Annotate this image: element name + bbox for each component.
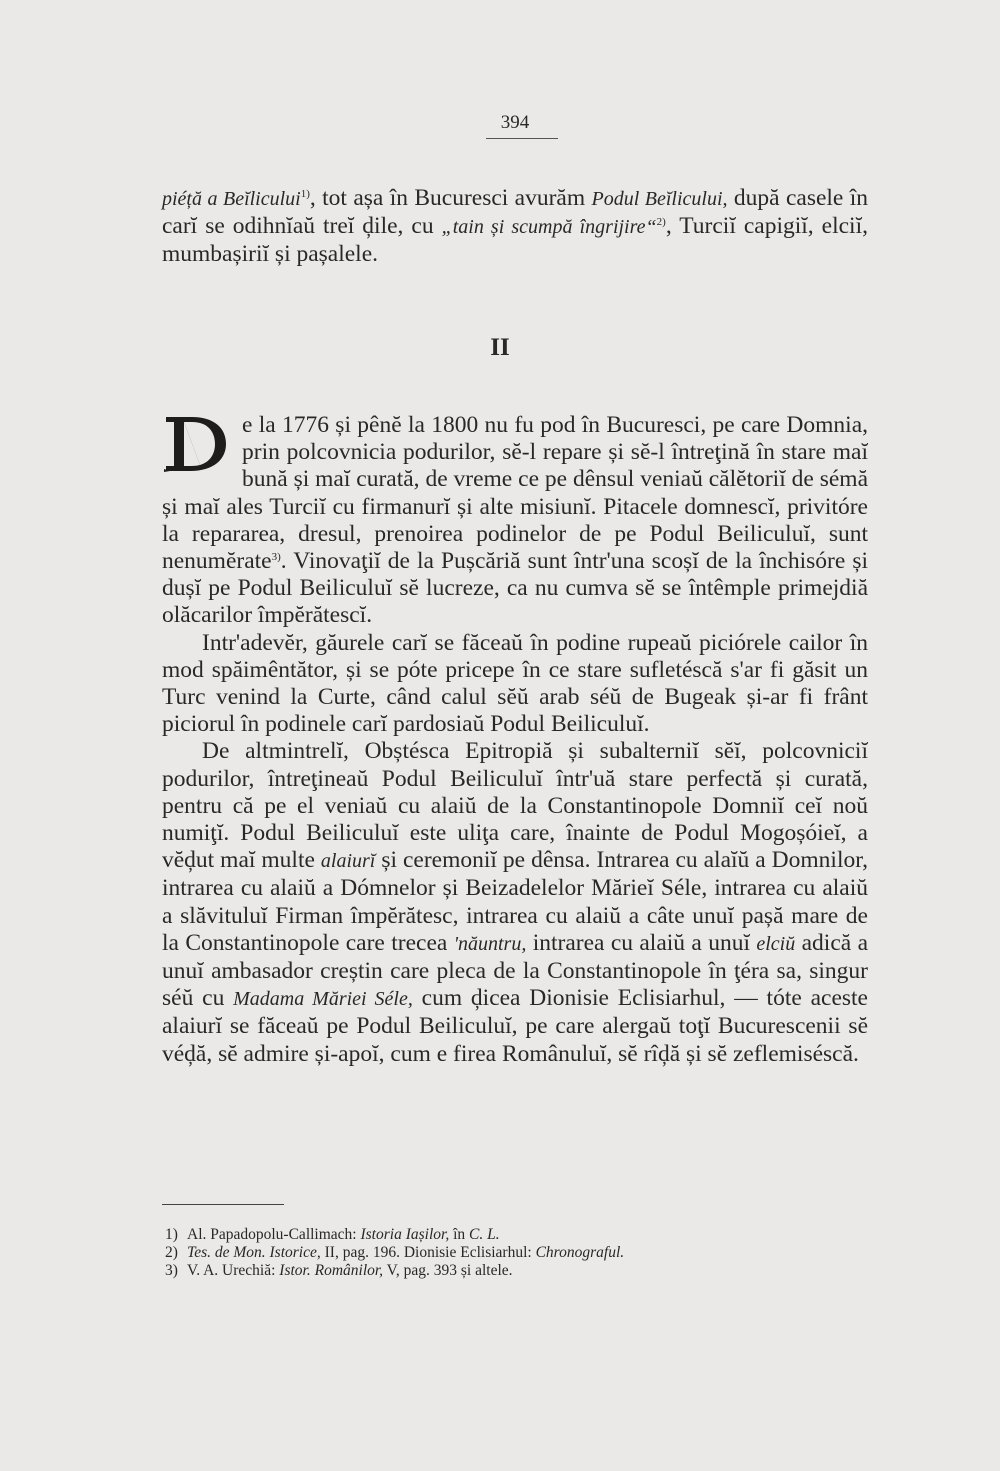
lead-italic-road: Podul Beĭlicului, (591, 188, 728, 210)
drop-cap-d (160, 412, 230, 474)
footnote-1-mark: 1) (165, 1226, 178, 1243)
footnote-2-italic: Tes. de Mon. Istorice, (187, 1244, 321, 1261)
paragraph-1-text-b: . Vinovaţiĭ de la Pușcăriă sunt într'una scoșĭ de la închisóre și dușĭ pe Podul Beiliculuĭ sĕ lucreze, ca nu cumva sĕ se întêmple primejdiă olăcarilor împĕrătescĭ. (162, 548, 868, 629)
paragraph-3-italic-elciu: elciŭ (756, 932, 796, 955)
page-number: 394 (500, 112, 530, 133)
drop-cap-letter: D (160, 412, 161, 413)
footnote-1 (165, 1226, 815, 1244)
footnote-2-mark: 2) (165, 1244, 178, 1261)
footnote-rule (162, 1204, 284, 1205)
paragraph-3-italic-alaiuri: alaiurĭ (320, 850, 376, 873)
footnote-3 (165, 1262, 815, 1280)
footnote-2-text-b: II, pag. 196. Dionisie Eclisiarhul: (320, 1244, 536, 1261)
paragraph-1 (162, 412, 868, 630)
footnote-ref-3: 3) (271, 551, 281, 564)
footnote-1-text-b: în (449, 1226, 470, 1243)
paragraph-3-text-e: cum ḑicea Dionisie Eclisiarhul, — tóte aceste alaiurĭ se făceaŭ pe Podul Beiliculuĭ, pe care alergaŭ toţĭ Bucurescenii sĕ véḑă, sĕ admire și-apoĭ, cum e firea Românuluĭ, sĕ rîḑă și sĕ zeflemiséscă. (162, 985, 868, 1067)
paragraph-3-text-c: intrarea cu alaiŭ a unuĭ (526, 929, 757, 956)
paragraph-3-italic-nauntru: 'năuntru, (453, 932, 527, 955)
lead-text-3: , Turciĭ capigiĭ, elciĭ, mumbașiriĭ și pașalele. (162, 213, 868, 268)
paragraph-3-text-d: adică a unuĭ ambasador creștin care pleca de la Constantinopole în ţéra sa, singur séŭ cu (162, 929, 868, 1012)
footnote-ref-1: 1) (300, 188, 310, 200)
section-heading: II (490, 334, 510, 361)
lead-text-2: după casele în carĭ se odihnĭaŭ treĭ ḑile, cu (162, 185, 869, 240)
page-number-rule (486, 138, 558, 139)
footnote-ref-2: 2) (656, 216, 666, 229)
footnote-3-text-b: V, pag. 393 și altele. (383, 1262, 513, 1279)
footnote-3-mark: 3) (165, 1262, 178, 1279)
footnote-1-italic-2: C. L. (469, 1226, 500, 1243)
footnote-3-italic: Istor. Românilor, (279, 1262, 384, 1279)
lead-paragraph (162, 185, 868, 269)
lead-text-1: , tot așa în Bucuresci avurăm (309, 185, 592, 211)
footnote-1-text-a: Al. Papadopolu-Callimach: (187, 1226, 361, 1243)
paragraph-3-text-a: De altmintrelĭ, Obștésca Epitropiă și subalterniĭ sĕĭ, polcovniciĭ podurilor, întreţineaŭ Podul Beiliculuĭ într'uă stare perfectă și curată, pentru că pe el veniaŭ cu alaiŭ de la Constantinopole Domniĭ ceĭ noŭ numiţĭ. Podul Beiliculuĭ este uliţa care, înainte de Podul Mogoșóieĭ, a vĕḑut maĭ multe (162, 738, 868, 874)
footnote-1-italic: Istoria Iașilor, (360, 1226, 450, 1243)
lead-italic-start: piéță a Beĭlicului (162, 188, 301, 210)
body-text (162, 412, 868, 1068)
paragraph-3 (162, 738, 868, 1067)
paragraph-1-text-a: e la 1776 și pênĕ la 1800 nu fu pod în Bucuresci, pe care Domnia, prin polcovnicia podurilor, sĕ-l repare și sĕ-l întreţină în stare maĭ bună și maĭ curată, de vreme ce pe dênsul veniaŭ călĕtoriĭ de sémă și maĭ ales Turciĭ cu firmanurĭ și alte misiunĭ. Pitacele domnescĭ, privitóre la repararea, dresul, prenoirea podinelor de pe Podul Beiliculuĭ, sunt nenumĕrate (162, 412, 868, 575)
paragraph-2: Intr'adevĕr, găurele carĭ se făceaŭ în podine rupeaŭ piciórele cailor în mod spăimêntător, și se póte pricepe în ce stare sufletéscă s'ar fi găsit un Turc venind la Curte, când calul sĕŭ arab séŭ de Bugeak și-ar fi frânt piciorul în podinele carĭ pardosiaŭ Podul Beiliculuĭ. (162, 629, 868, 738)
lead-italic-quote: „tain și scumpă îngrijire“ (441, 216, 657, 239)
footnote-3-text-a: V. A. Urechiă: (187, 1262, 280, 1279)
footnotes (165, 1226, 815, 1280)
footnote-2 (165, 1244, 815, 1262)
paragraph-3-italic-madama: Madama Măriei Séle, (233, 988, 413, 1011)
footnote-2-italic-2: Chronograful. (535, 1244, 625, 1261)
paragraph-3-text-b: și ceremoniĭ pe dênsa. Intrarea cu alaĭŭ a Domnilor, intrarea cu alaiŭ a Dómnelor și Beizadelelor Mărieĭ Séle, intrarea cu alaiŭ a slăvituluĭ Firman împĕrătesc, intrarea cu alaiŭ a câte unuĭ pașă mare de la Constantinopole care trecea (162, 847, 868, 956)
